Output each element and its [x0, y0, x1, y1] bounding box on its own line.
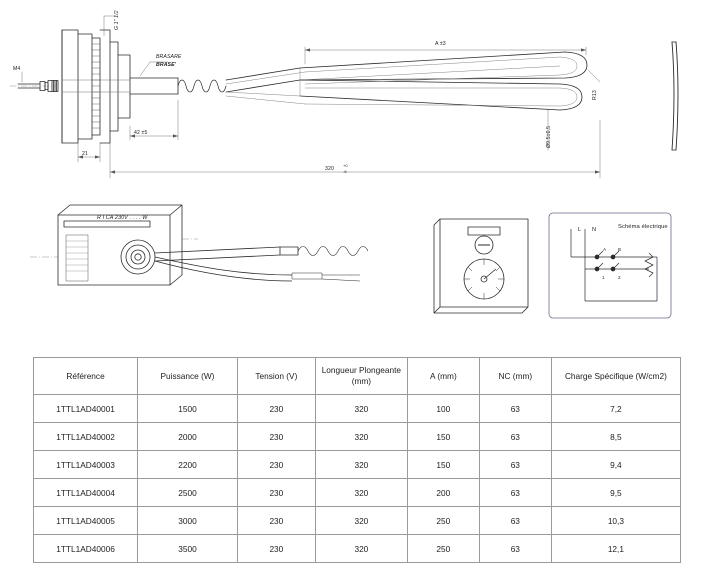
header-longueur: Longueur Plongeante (mm)	[315, 358, 407, 395]
cell-a: 150	[407, 451, 479, 479]
cell-tension: 230	[237, 535, 315, 563]
schema-number-2: 2	[618, 275, 621, 280]
cell-nc: 63	[479, 507, 551, 535]
cell-reference: 1TTL1AD40002	[34, 423, 138, 451]
cell-puissance: 1500	[138, 395, 238, 423]
cell-nc: 63	[479, 451, 551, 479]
schema-title: Schéma électrique	[618, 224, 668, 230]
label-diameter: Ø9,5±0,5	[546, 125, 552, 148]
cell-puissance: 3000	[138, 507, 238, 535]
cell-nc: 63	[479, 423, 551, 451]
table-header-row	[34, 358, 681, 395]
cell-a: 100	[407, 395, 479, 423]
cell-charge: 9,5	[551, 479, 680, 507]
cell-charge: 12,1	[551, 535, 680, 563]
cell-charge: 9,4	[551, 451, 680, 479]
cell-reference: 1TTL1AD40005	[34, 507, 138, 535]
table-row	[34, 423, 681, 451]
cell-reference: 1TTL1AD40003	[34, 451, 138, 479]
cell-reference: 1TTL1AD40001	[34, 395, 138, 423]
label-brasare: BRASARE	[156, 54, 182, 60]
cell-nc: 63	[479, 479, 551, 507]
cell-tension: 230	[237, 507, 315, 535]
header-charge: Charge Spécifique (W/cm2)	[551, 358, 680, 395]
label-dim-320: 320	[325, 166, 334, 172]
table-row	[34, 479, 681, 507]
thermostat-marking-label: R I CA 230V . . . . W	[97, 215, 148, 221]
thermostat-front-view	[428, 211, 548, 331]
cell-a: 150	[407, 423, 479, 451]
label-dim-42: 42 ±5	[134, 130, 148, 136]
schema-number-1: 1	[602, 275, 605, 280]
cell-a: 200	[407, 479, 479, 507]
cell-a: 250	[407, 507, 479, 535]
table-row	[34, 507, 681, 535]
cell-charge: 7,2	[551, 395, 680, 423]
header-puissance: Puissance (W)	[138, 358, 238, 395]
label-m4: M4	[13, 66, 21, 72]
cell-puissance: 3500	[138, 535, 238, 563]
cell-longueur: 320	[315, 479, 407, 507]
table-row	[34, 451, 681, 479]
technical-drawing	[0, 0, 715, 190]
label-dim-a: A ±3	[435, 41, 446, 47]
specification-table	[33, 357, 681, 563]
cell-charge: 10,3	[551, 507, 680, 535]
header-nc: NC (mm)	[479, 358, 551, 395]
cell-puissance: 2200	[138, 451, 238, 479]
secondary-views	[0, 195, 715, 345]
cell-nc: 63	[479, 395, 551, 423]
label-thread-size: G 1" 1/2	[114, 10, 120, 30]
cell-longueur: 320	[315, 423, 407, 451]
cell-longueur: 320	[315, 451, 407, 479]
cell-charge: 8,5	[551, 423, 680, 451]
cell-nc: 63	[479, 535, 551, 563]
cell-longueur: 320	[315, 535, 407, 563]
schema-letter-a: A	[603, 247, 607, 252]
cell-tension: 230	[237, 451, 315, 479]
label-dim-320-tol-lower: -6	[343, 169, 347, 174]
heating-element-drawing-svg	[0, 0, 715, 190]
schema-terminal-l: L	[578, 227, 582, 233]
schema-letter-b: B	[618, 247, 622, 252]
label-dim-320-tol-upper: +0	[343, 163, 348, 168]
table-row	[34, 395, 681, 423]
header-tension: Tension (V)	[237, 358, 315, 395]
cell-puissance: 2500	[138, 479, 238, 507]
cell-puissance: 2000	[138, 423, 238, 451]
cell-tension: 230	[237, 479, 315, 507]
cell-longueur: 320	[315, 507, 407, 535]
cell-tension: 230	[237, 395, 315, 423]
label-brase: BRASE'	[156, 62, 176, 68]
schema-terminal-n: N	[592, 227, 597, 233]
header-reference: Référence	[34, 358, 138, 395]
thermostat-side-view	[30, 195, 430, 345]
cell-reference: 1TTL1AD40004	[34, 479, 138, 507]
cell-a: 250	[407, 535, 479, 563]
cell-tension: 230	[237, 423, 315, 451]
label-dim-21: 21	[82, 151, 88, 157]
label-radius-r13: R13	[592, 90, 598, 100]
header-a: A (mm)	[407, 358, 479, 395]
table-row	[34, 535, 681, 563]
cell-longueur: 320	[315, 395, 407, 423]
cell-reference: 1TTL1AD40006	[34, 535, 138, 563]
